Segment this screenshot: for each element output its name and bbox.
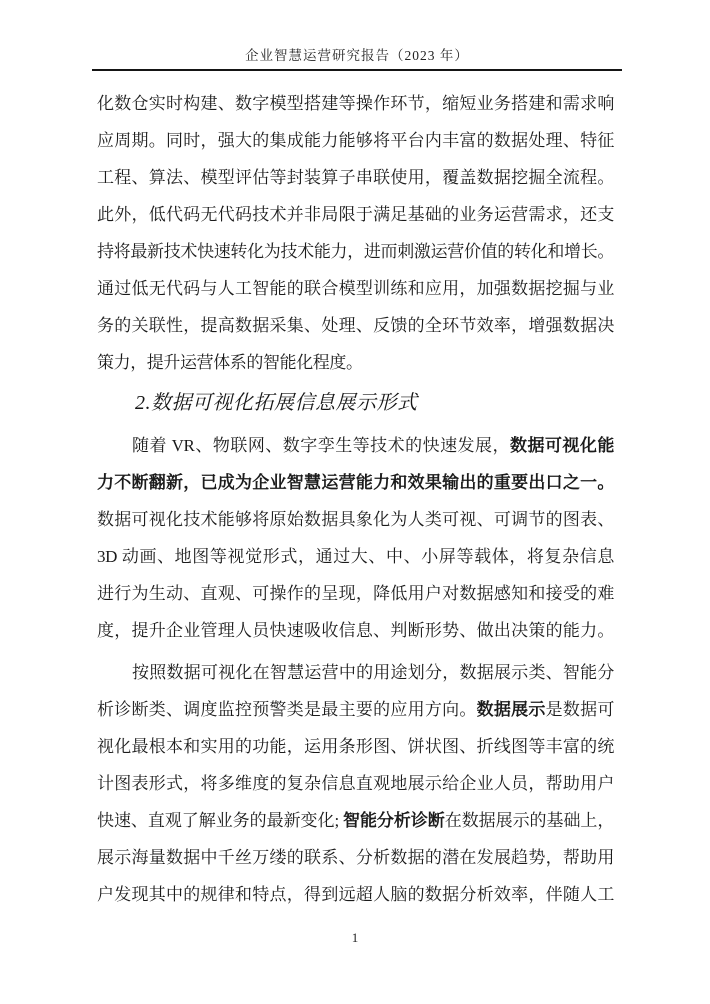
- text-line: [97, 612, 614, 649]
- text-line: [97, 501, 614, 538]
- text-run: 在数据展示的基础上，: [444, 811, 614, 830]
- text-line: [97, 270, 614, 307]
- section-heading: 2.数据可视化拓展信息展示形式: [135, 392, 418, 414]
- text-line: [97, 839, 614, 876]
- text-line: [97, 654, 614, 691]
- paragraph: [97, 654, 614, 913]
- bold-text-run: 智能分析诊断: [342, 811, 445, 830]
- text-line: [97, 802, 614, 839]
- text-line: [97, 464, 614, 501]
- text-line: [97, 233, 614, 270]
- text-run: 策力，提升运营体系的智能化程度。: [97, 353, 363, 372]
- bold-text-run: 数据可视化能: [510, 436, 614, 455]
- bold-text-run: 数据展示: [476, 700, 546, 719]
- text-line: [97, 538, 614, 575]
- text-run: 数据可视化技术能够将原始数据具象化为人类可视、可调节的图表、: [97, 510, 614, 529]
- text-line: [97, 159, 614, 196]
- text-run: 应周期。同时，强大的集成能力能够将平台内丰富的数据处理、特征: [97, 131, 614, 150]
- text-run: 持将最新技术快速转化为技术能力，进而刺激运营价值的转化和增长。: [97, 242, 614, 261]
- page-header: [92, 0, 622, 71]
- text-run: 计图表形式，将多维度的复杂信息直观地展示给企业人员，帮助用户: [97, 774, 614, 793]
- text-run: 按照数据可视化在智慧运营中的用途划分，数据展示类、智能分: [132, 663, 614, 682]
- text-run: 此外，低代码无代码技术并非局限于满足基础的业务运营需求，还支: [97, 205, 614, 224]
- text-run: 析诊断类、调度监控预警类是最主要的应用方向。: [97, 700, 477, 719]
- text-line: [97, 427, 614, 464]
- text-run: 是数据可: [545, 700, 615, 719]
- text-run: 户发现其中的规律和特点，得到远超人脑的数据分析效率，伴随人工: [97, 885, 614, 904]
- text-line: [97, 728, 614, 765]
- text-line: [97, 344, 614, 381]
- text-run: 工程、算法、模型评估等封装算子串联使用，覆盖数据挖掘全流程。: [97, 168, 614, 187]
- text-run: 展示海量数据中千丝万缕的联系、分析数据的潜在发展趋势，帮助用: [97, 848, 614, 867]
- text-run: 务的关联性，提高数据采集、处理、反馈的全环节效率，增强数据决: [97, 316, 614, 335]
- text-line: [97, 876, 614, 913]
- text-run: 视化最根本和实用的功能，运用条形图、饼状图、折线图等丰富的统: [97, 737, 614, 756]
- text-line: [97, 85, 614, 122]
- paragraph: [97, 427, 614, 649]
- text-run: 3D 动画、地图等视觉形式，通过大、中、小屏等载体，将复杂信息: [97, 547, 614, 566]
- paragraph: [97, 85, 614, 381]
- text-line: [97, 196, 614, 233]
- text-line: [97, 765, 614, 802]
- page-number: 1: [351, 930, 359, 945]
- text-run: 进行为生动、直观、可操作的呈现，降低用户对数据感知和接受的难: [97, 584, 614, 603]
- text-line: [97, 575, 614, 612]
- text-line: [97, 691, 614, 728]
- text-run: 化数仓实时构建、数字模型搭建等操作环节，缩短业务搭建和需求响: [97, 94, 614, 113]
- text-run: 随着 VR、物联网、数字孪生等技术的快速发展，: [132, 436, 510, 455]
- text-run: 通过低无代码与人工智能的联合模型训练和应用，加强数据挖掘与业: [97, 279, 614, 298]
- document-body: [97, 85, 614, 913]
- header-title: 企业智慧运营研究报告（2023 年）: [245, 48, 469, 63]
- text-run: 度，提升企业管理人员快速吸收信息、判断形势、做出决策的能力。: [97, 621, 614, 640]
- text-line: [97, 122, 614, 159]
- text-run: 快速、直观了解业务的最新变化;: [97, 811, 343, 830]
- bold-text-run: 力不断翻新，已成为企业智慧运营能力和效果输出的重要出口之一。: [97, 473, 614, 492]
- text-line: [97, 307, 614, 344]
